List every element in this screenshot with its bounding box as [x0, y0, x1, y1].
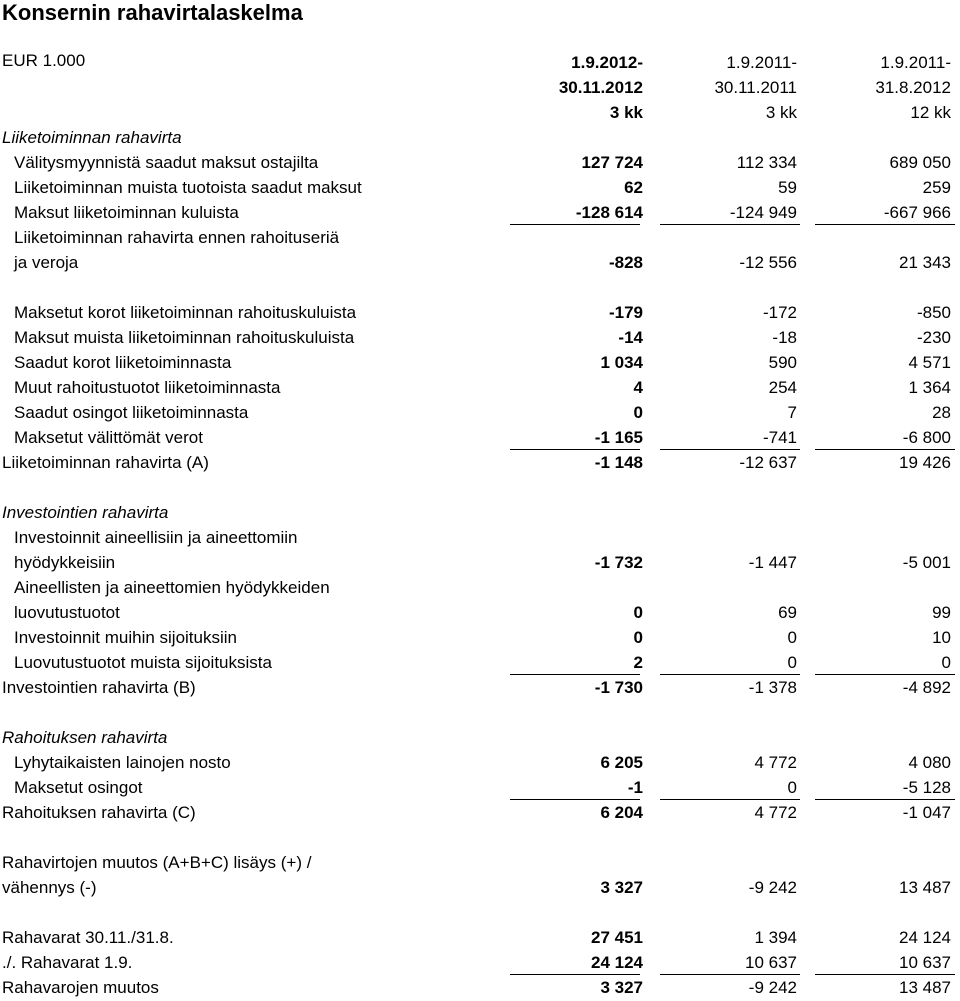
- row-value-col1: -14: [618, 328, 643, 347]
- row-value-col2: 254: [768, 378, 797, 397]
- row-value-col1: 24 124: [591, 953, 643, 972]
- table-row: [0, 625, 960, 650]
- table-row: [0, 550, 960, 575]
- row-value-col2: -741: [762, 428, 797, 447]
- col1-length: 3 kk: [609, 103, 643, 122]
- col2-length: 3 kk: [765, 103, 797, 122]
- table-row: [0, 750, 960, 775]
- table-row: [0, 200, 960, 225]
- row-value-col2: 112 334: [736, 153, 797, 172]
- row-value-col2: -1 447: [748, 553, 797, 572]
- row-value-col1: 2: [633, 653, 643, 672]
- section-heading-investing: [0, 500, 960, 525]
- row-label: Liiketoiminnan rahavirta (A): [2, 453, 209, 472]
- currency-label: EUR 1.000: [2, 51, 86, 70]
- section-heading-operating: [0, 125, 960, 150]
- table-row: [0, 225, 960, 250]
- table-row: [0, 375, 960, 400]
- row-label: hyödykkeisiin: [14, 553, 116, 572]
- row-label: Välitysmyynnistä saadut maksut ostajilta: [14, 153, 319, 172]
- row-value-col1: 6 205: [600, 753, 643, 772]
- row-value-col3: 4 080: [908, 753, 951, 772]
- row-value-col2: -172: [762, 303, 797, 322]
- table-row: [0, 875, 960, 900]
- row-value-col3: 4 571: [908, 353, 951, 372]
- table-row: [0, 350, 960, 375]
- row-value-col1: -828: [608, 253, 643, 272]
- col3-period-end: 31.8.2012: [875, 78, 951, 97]
- row-value-col3: 10: [932, 628, 951, 647]
- row-value-col3: 21 343: [899, 253, 951, 272]
- col1-period-end: 30.11.2012: [558, 78, 643, 97]
- row-value-col3: -4 892: [902, 678, 951, 697]
- row-label: Aineellisten ja aineettomien hyödykkeiden: [14, 578, 330, 597]
- row-label: Maksetut osingot: [14, 778, 143, 797]
- row-value-col2: 59: [778, 178, 797, 197]
- row-value-col2: -9 242: [748, 878, 797, 897]
- col2-period-end: 30.11.2011: [714, 78, 797, 97]
- subtotal-row: [0, 675, 960, 700]
- row-value-col3: -230: [916, 328, 951, 347]
- row-value-col2: -9 242: [748, 978, 797, 997]
- row-value-col1: -1 732: [594, 553, 643, 572]
- row-value-col3: 13 487: [899, 878, 951, 897]
- row-value-col1: 1 034: [600, 353, 643, 372]
- row-label: Investointien rahavirta: [2, 503, 169, 522]
- row-value-col3: -1 047: [902, 803, 951, 822]
- row-value-col1: 3 327: [600, 878, 643, 897]
- table-row: [0, 775, 960, 800]
- row-label: Maksetut välittömät verot: [14, 428, 203, 447]
- row-value-col2: -124 949: [729, 203, 797, 222]
- row-value-col2: 7: [787, 403, 797, 422]
- row-value-col3: 24 124: [899, 928, 951, 947]
- row-label: Rahoituksen rahavirta: [2, 728, 168, 747]
- row-value-col2: 1 394: [754, 928, 797, 947]
- row-value-col2: -1 378: [748, 678, 797, 697]
- row-value-col1: 0: [633, 603, 643, 622]
- row-label: Rahavarojen muutos: [2, 978, 159, 997]
- table-row: [0, 150, 960, 175]
- row-label: Saadut osingot liiketoiminnasta: [14, 403, 249, 422]
- row-value-col2: 4 772: [754, 753, 797, 772]
- row-value-col3: 28: [932, 403, 951, 422]
- table-row: [0, 575, 960, 600]
- table-row: [0, 600, 960, 625]
- row-label: ./. Rahavarat 1.9.: [2, 953, 133, 972]
- table-row: [0, 650, 960, 675]
- row-label: Maksut liiketoiminnan kuluista: [14, 203, 239, 222]
- table-row: [0, 175, 960, 200]
- row-value-col1: -128 614: [575, 203, 643, 222]
- row-label: Muut rahoitustuotot liiketoiminnasta: [14, 378, 281, 397]
- row-value-col1: 3 327: [600, 978, 643, 997]
- row-value-col3: 19 426: [899, 453, 951, 472]
- row-value-col2: 10 637: [745, 953, 797, 972]
- row-value-col2: 0: [787, 778, 797, 797]
- row-label: Rahavarat 30.11./31.8.: [2, 928, 174, 947]
- col3-length: 12 kk: [910, 103, 951, 122]
- row-value-col3: 259: [922, 178, 951, 197]
- row-label: vähennys (-): [2, 878, 97, 897]
- row-label: Maksetut korot liiketoiminnan rahoituskuluista: [14, 303, 357, 322]
- row-label: Liiketoiminnan muista tuotoista saadut maksut: [14, 178, 362, 197]
- table-row: [0, 850, 960, 875]
- row-value-col1: 0: [633, 628, 643, 647]
- row-value-col3: -6 800: [902, 428, 951, 447]
- row-value-col2: -18: [772, 328, 797, 347]
- table-row: [0, 925, 960, 950]
- page-title: Konsernin rahavirtalaskelma: [2, 0, 303, 25]
- col3-period-start: 1.9.2011-: [880, 53, 951, 72]
- row-value-col1: -1 148: [594, 453, 643, 472]
- row-value-col3: 13 487: [899, 978, 951, 997]
- subtotal-row: [0, 800, 960, 825]
- row-value-col3: -5 001: [902, 553, 951, 572]
- row-value-col2: 0: [787, 628, 797, 647]
- row-value-col3: -667 966: [883, 203, 951, 222]
- row-value-col2: 4 772: [754, 803, 797, 822]
- row-value-col3: 10 637: [899, 953, 951, 972]
- row-label: Rahavirtojen muutos (A+B+C) lisäys (+) /: [2, 853, 312, 872]
- row-value-col2: 590: [768, 353, 797, 372]
- row-value-col3: 689 050: [889, 153, 951, 172]
- row-label: Liiketoiminnan rahavirta: [2, 128, 182, 147]
- table-row: [0, 425, 960, 450]
- row-label: luovutustuotot: [14, 603, 120, 622]
- row-label: Investoinnit muihin sijoituksiin: [14, 628, 237, 647]
- subtotal-row: [0, 975, 960, 1000]
- col2-period-start: 1.9.2011-: [726, 53, 797, 72]
- row-value-col2: 69: [778, 603, 797, 622]
- column-headers: [0, 50, 960, 125]
- table-row: [0, 950, 960, 975]
- section-heading-financing: [0, 725, 960, 750]
- row-value-col1: 62: [624, 178, 643, 197]
- row-label: Saadut korot liiketoiminnasta: [14, 353, 232, 372]
- row-value-col1: -1 165: [594, 428, 643, 447]
- row-label: Lyhytaikaisten lainojen nosto: [14, 753, 231, 772]
- col1-period-start: 1.9.2012-: [571, 53, 643, 72]
- row-value-col3: -850: [916, 303, 951, 322]
- row-value-col3: 0: [941, 653, 951, 672]
- row-label: Investoinnit aineellisiin ja aineettomiin: [14, 528, 298, 547]
- row-label: Luovutustuotot muista sijoituksista: [14, 653, 272, 672]
- table-row: [0, 250, 960, 275]
- row-value-col3: -5 128: [902, 778, 951, 797]
- table-row: [0, 325, 960, 350]
- table-row: [0, 300, 960, 325]
- row-value-col1: 4: [633, 378, 643, 397]
- row-value-col1: 0: [633, 403, 643, 422]
- row-label: ja veroja: [14, 253, 79, 272]
- row-value-col1: -179: [608, 303, 643, 322]
- row-value-col1: -1: [627, 778, 643, 797]
- table-row: [0, 400, 960, 425]
- row-value-col2: -12 556: [739, 253, 797, 272]
- row-value-col1: 6 204: [600, 803, 643, 822]
- row-value-col2: 0: [787, 653, 797, 672]
- row-value-col3: 99: [932, 603, 951, 622]
- row-label: Rahoituksen rahavirta (C): [2, 803, 196, 822]
- row-label: Investointien rahavirta (B): [2, 678, 196, 697]
- row-label: Liiketoiminnan rahavirta ennen rahoituseriä: [14, 228, 340, 247]
- row-value-col1: 127 724: [581, 153, 643, 172]
- table-row: [0, 525, 960, 550]
- row-value-col2: -12 637: [739, 453, 797, 472]
- subtotal-row: [0, 450, 960, 475]
- row-value-col1: -1 730: [594, 678, 643, 697]
- row-value-col3: 1 364: [908, 378, 951, 397]
- row-value-col1: 27 451: [591, 928, 643, 947]
- row-label: Maksut muista liiketoiminnan rahoituskuluista: [14, 328, 355, 347]
